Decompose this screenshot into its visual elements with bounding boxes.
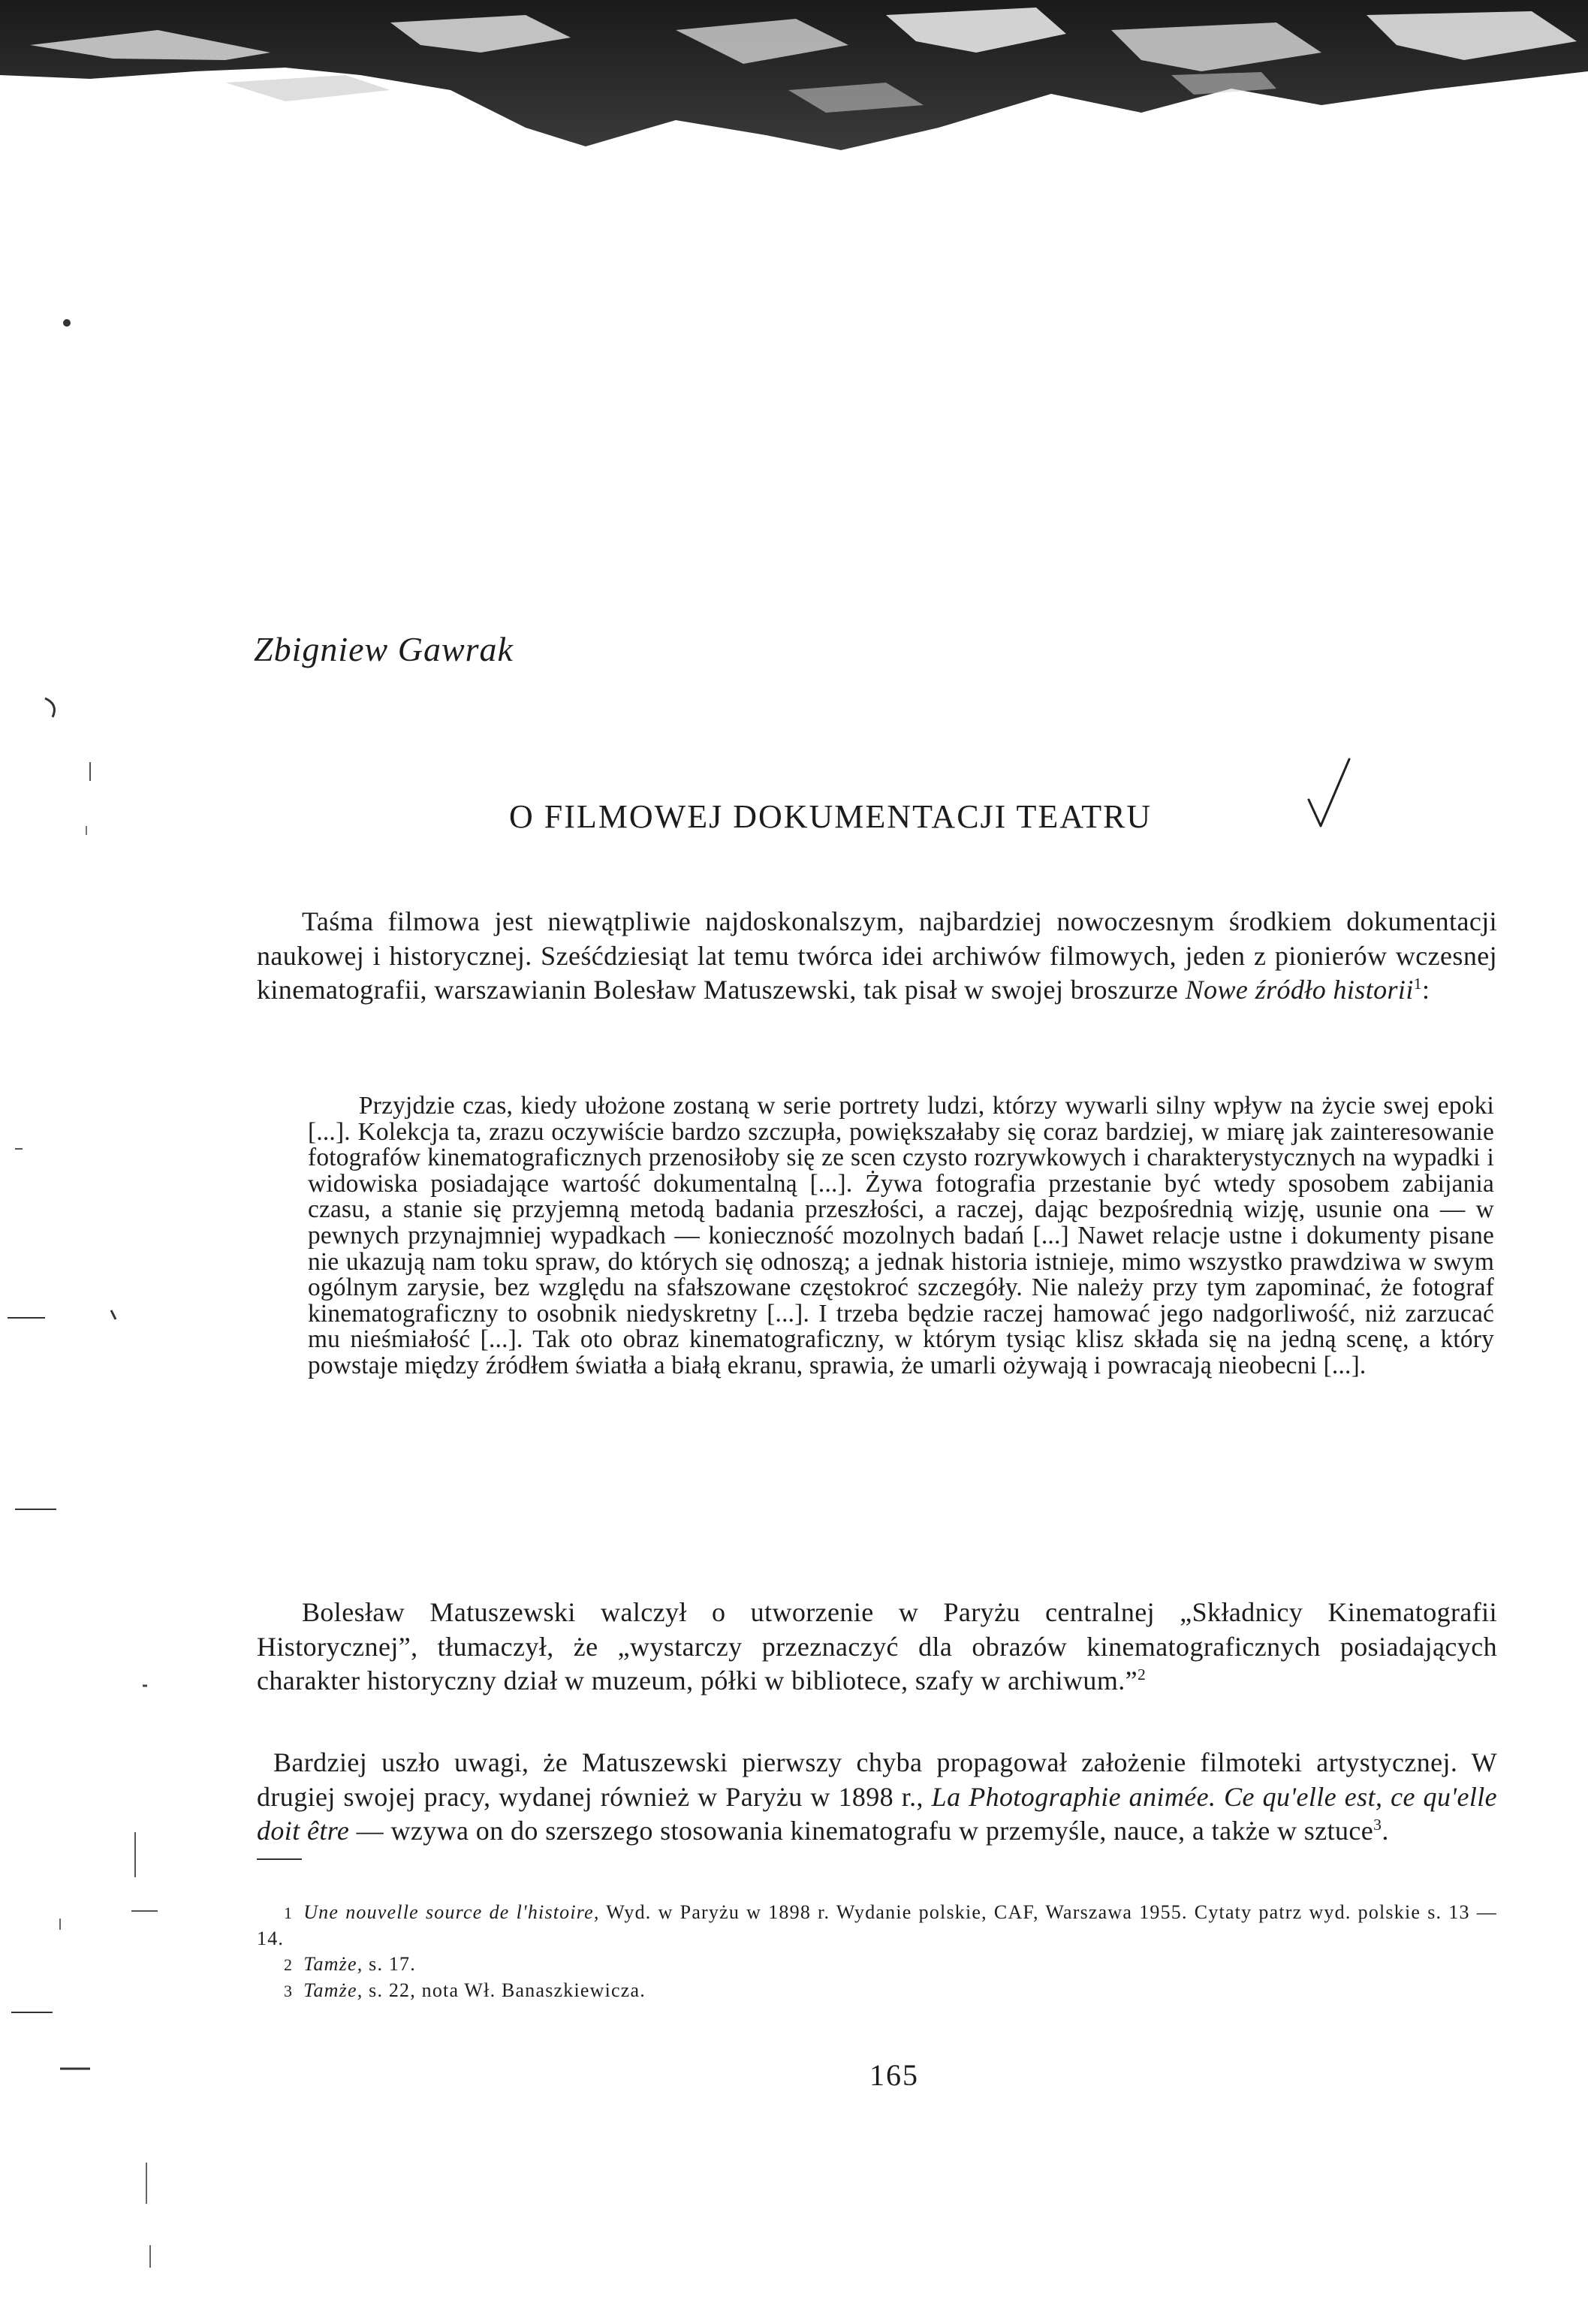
footnote-mark: 1 <box>284 1904 294 1922</box>
handwritten-checkmark-icon <box>1303 755 1355 837</box>
paragraph-skladnica-text: Bolesław Matuszewski walczył o utworzenie w Paryżu centralnej „Składnicy Kinematografii Historycznej”, tłumaczył, że „wystarczy przeznaczyć dla obrazów kinematograficznych posiadających charakter historyczny dział w muzeum, półki w bibliotece, szafy w archiwum.” <box>257 1597 1497 1696</box>
footnote-title: Une nouvelle source de l'histoire, <box>303 1901 600 1923</box>
matuszewski-quote: Przyjdzie czas, kiedy ułożone zostaną w serie portrety ludzi, którzy wywarli silny wpływ na życie swej epoki [...]. Kolekcja ta, zrazu oczywiście bardzo szczupła, powiększałaby się coraz bardziej, w miarę jak zainteresowanie fotografów kinematograficznych przenosiłoby się ze scen czysto rozrywkowych i charakterystycznych na wypadki i widowiska posiadające wartość dokumentalną [...]. Żywa fotografia przestanie być wtedy sposobem zabijania czasu, a stanie się przyjemną metodą badania przeszłości, a raczej, dając bezpośrednią wizję, usunie ona — w pewnych przynajmniej wypadkach — konieczność mozolnych badań [...] Nawet relacje ustne i dokumenty pisane nie ukazują nam toku spraw, do których się odnoszą; a jednak historia istnieje, mimo wszystko prawdziwa w swym ogólnym zarysie, bez względu na sfałszowane częstokroć szczegóły. Nie należy przy tym zapominać, że fotograf kinematograficzny to osobnik niedyskretny [...]. I trzeba będzie raczej hamować jego nadgorliwość, niż zarzucać mu nieśmiałość [...]. Tak oto obraz kinematograficzny, w którym tysiąc klisz składa się na jedną scenę, a który powstaje między źródłem światła a białą ekranu, sprawia, że umarli ożywają i powracają nieobecni [...]. <box>308 1092 1494 1379</box>
paragraph-intro <box>257 905 1497 1008</box>
article-title: O FILMOWEJ DOKUMENTACJI TEATRU <box>509 798 1153 835</box>
author-name: Zbigniew Gawrak <box>254 630 514 668</box>
footnote-ref-1: 1 <box>1413 975 1422 993</box>
paragraph-intro-text: Taśma filmowa jest niewątpliwie najdoskonalszym, najbardziej nowoczesnym środkiem dokumentacji naukowej i historycznej. Sześćdziesiąt lat temu twórca idei archiwów filmowych, jeden z pionierów wczesnej kinematografii, warszawianin Bolesław Matuszewski, tak pisał w swojej broszurze <box>257 906 1497 1005</box>
footnote-text: s. 17. <box>363 1953 416 1975</box>
paragraph-filmoteka <box>257 1746 1497 1849</box>
footnote-mark: 3 <box>284 1982 294 2000</box>
work-title-nowe-zrodlo: Nowe źródło historii <box>1185 975 1414 1005</box>
footnote-mark: 2 <box>284 1955 294 1974</box>
work-title-la-photographie: La Photographie animée. Ce qu'elle est, ce qu'elle doit être <box>257 1781 1498 1846</box>
page-number: 165 <box>869 2058 919 2092</box>
margin-scan-marks <box>0 0 165 2324</box>
paragraph-filmoteka-text-before: Bardziej uszło uwagi, że Matuszewski pierwszy chyba propagował założenie filmoteki artystycznej. W drugiej swojej pracy, wydanej również w Paryżu w 1898 r., <box>257 1747 1497 1812</box>
footnote-title: Tamże, <box>303 1953 363 1975</box>
paragraph-filmoteka-end: . <box>1382 1816 1389 1846</box>
paragraph-filmoteka-text-after: — wzywa on do szerszego stosowania kinematografu w przemyśle, nauce, a także w sztuce <box>349 1816 1374 1846</box>
footnote-divider <box>257 1858 302 1860</box>
footnote-list <box>257 1900 1497 2004</box>
scan-artifact-graphic <box>0 0 1588 158</box>
footnote-ref-3: 3 <box>1373 1816 1382 1834</box>
paragraph-intro-end: : <box>1421 975 1430 1005</box>
footnote-item <box>257 1952 1497 1978</box>
scan-artifact-top <box>0 0 1588 158</box>
footnote-title: Tamże, <box>303 1979 363 2001</box>
footnote-item <box>257 1978 1497 2004</box>
footnote-ref-2: 2 <box>1138 1665 1147 1683</box>
footnote-item <box>257 1900 1497 1952</box>
footnote-text: Wyd. w Paryżu w 1898 r. Wydanie polskie, CAF, Warszawa 1955. Cytaty patrz wyd. polskie s. 13 — 14. <box>257 1901 1498 1949</box>
paragraph-skladnica <box>257 1596 1497 1699</box>
footnote-text: s. 22, nota Wł. Banaszkiewicza. <box>363 1979 646 2001</box>
